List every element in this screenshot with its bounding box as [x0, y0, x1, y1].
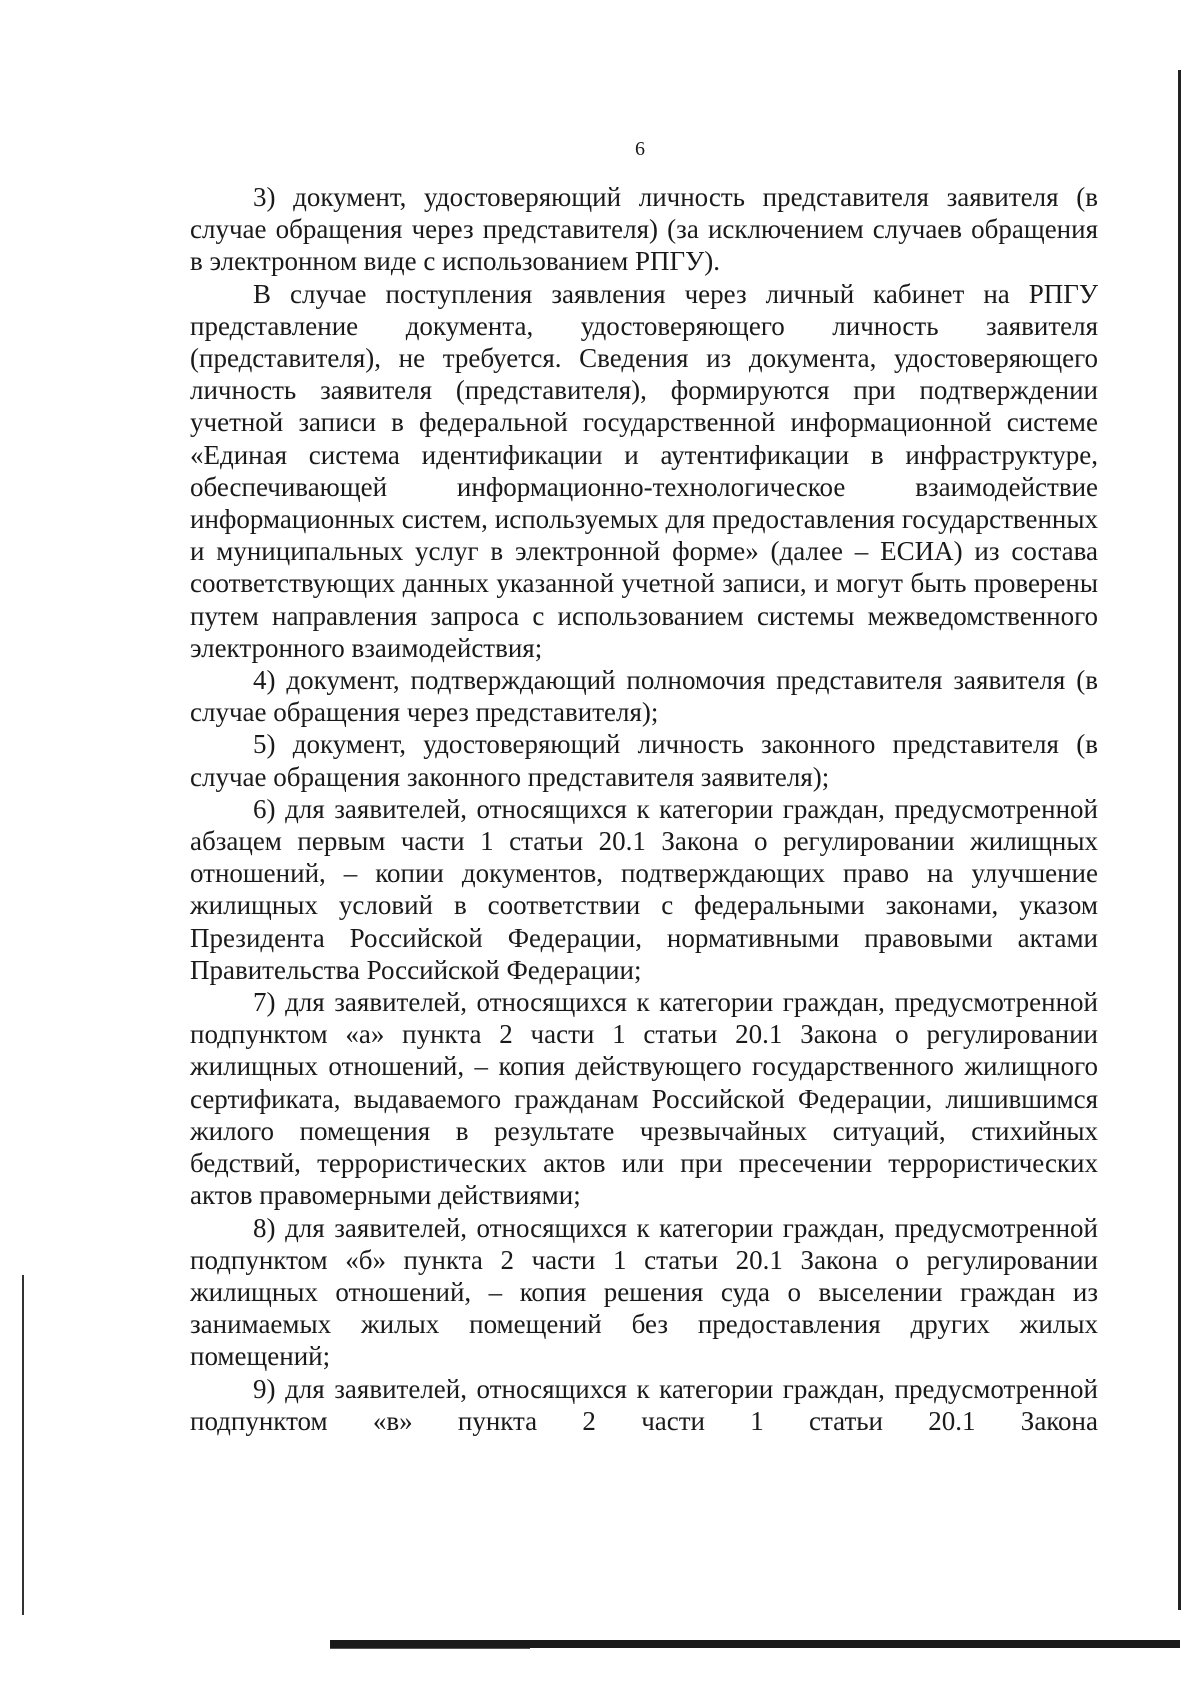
paragraph-item-3: 3) документ, удостоверяющий личность представителя заявителя (в случае обращения через представителя) (за исключением случаев обращения в электронном виде с использованием РПГУ).: [190, 182, 1098, 277]
paragraph-item-7: 7) для заявителей, относящихся к категории граждан, предусмотренной подпунктом «а» пункта 2 части 1 статьи 20.1 Закона о регулировании жилищных отношений, – копия действующего государственного жилищного сертификата, выдаваемого гражданам Российской Федерации, лишившимся жилого помещения в результате чрезвычайных ситуаций, стихийных бедствий, террористических актов или при пресечении террористических актов правомерными действиями;: [190, 987, 1098, 1211]
page-number: 6: [635, 138, 645, 160]
paragraph-item-8: 8) для заявителей, относящихся к категории граждан, предусмотренной подпунктом «б» пункта 2 части 1 статьи 20.1 Закона о регулировании жилищных отношений, – копия решения суда о выселении граждан из занимаемых жилых помещений без предоставления других жилых помещений;: [190, 1212, 1098, 1372]
scan-edge-bottom: [330, 1640, 1180, 1648]
paragraph-esia: В случае поступления заявления через личный кабинет на РПГУ представление документа, удостоверяющего личность заявителя (представителя), не требуется. Сведения из документа, удостоверяющего личность заявителя (представителя), формируются при подтверждении учетной записи в федеральной государственной информационной системе «Единая система идентификации и аутентификации в инфраструктуре, обеспечивающей информационно-технологическое взаимодействие информационных систем, используемых для предоставления государственных и муниципальных услуг в электронной форме» (далее – ЕСИА) из состава соответствующих данных указанной учетной записи, и могут быть проверены путем направления запроса с использованием системы межведомственного электронного взаимодействия;: [190, 278, 1098, 663]
scan-edge-left: [22, 1275, 24, 1615]
scan-edge-bottom-thin: [330, 1648, 530, 1649]
paragraph-item-6: 6) для заявителей, относящихся к категории граждан, предусмотренной абзацем первым части 1 статьи 20.1 Закона о регулировании жилищных отношений, – копии документов, подтверждающих право на улучшение жилищных условий в соответствии с федеральными законами, указом Президента Российской Федерации, нормативными правовыми актами Правительства Российской Федерации;: [190, 793, 1098, 985]
paragraph-item-4: 4) документ, подтверждающий полномочия представителя заявителя (в случае обращения через представителя);: [190, 665, 1098, 728]
document-body: [190, 181, 1098, 1437]
scan-edge-right: [1178, 70, 1181, 1610]
paragraph-item-5: 5) документ, удостоверяющий личность законного представителя (в случае обращения законного представителя заявителя);: [190, 729, 1098, 792]
paragraph-item-9: 9) для заявителей, относящихся к категории граждан, предусмотренной подпунктом «в» пункта 2 части 1 статьи 20.1 Закона: [190, 1373, 1098, 1436]
